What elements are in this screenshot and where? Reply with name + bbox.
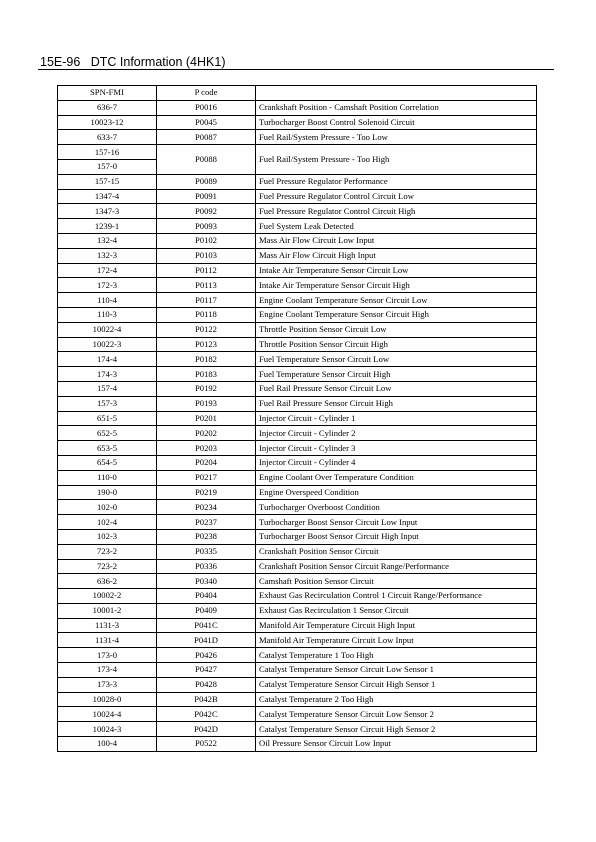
description-cell: Mass Air Flow Circuit Low Input (256, 233, 537, 248)
p-code-cell: P0193 (157, 396, 256, 411)
description-cell: Camshaft Position Sensor Circuit (256, 574, 537, 589)
p-code-cell: P0123 (157, 337, 256, 352)
p-code-cell: P0103 (157, 248, 256, 263)
table-row (58, 529, 537, 544)
column-header-p-code: P code (157, 86, 256, 101)
description-cell: Fuel Pressure Regulator Control Circuit High (256, 204, 537, 219)
description-cell: Catalyst Temperature Sensor Circuit High Sensor 2 (256, 722, 537, 737)
description-cell: Throttle Position Sensor Circuit Low (256, 322, 537, 337)
spn-fmi-cell: 190-0 (58, 485, 157, 500)
p-code-cell: P0192 (157, 381, 256, 396)
table-row (58, 174, 537, 189)
spn-fmi-cell: 1239-1 (58, 219, 157, 234)
table-row (58, 677, 537, 692)
spn-fmi-cell: 172-4 (58, 263, 157, 278)
page-header: 15E-96 DTC Information (4HK1) (40, 55, 226, 69)
spn-fmi-cell: 10028-0 (58, 692, 157, 707)
spn-fmi-cell: 633-7 (58, 130, 157, 145)
table-row (58, 455, 537, 470)
p-code-cell: P0092 (157, 204, 256, 219)
table-row (58, 618, 537, 633)
description-cell: Engine Coolant Temperature Sensor Circuit Low (256, 293, 537, 308)
p-code-cell: P0122 (157, 322, 256, 337)
spn-fmi-cell: 174-4 (58, 352, 157, 367)
description-cell: Fuel Pressure Regulator Performance (256, 174, 537, 189)
table-row (58, 692, 537, 707)
description-cell: Engine Coolant Over Temperature Condition (256, 470, 537, 485)
description-cell: Fuel Rail Pressure Sensor Circuit High (256, 396, 537, 411)
table-row (58, 204, 537, 219)
description-cell: Turbocharger Boost Sensor Circuit Low Input (256, 515, 537, 530)
p-code-cell: P042C (157, 707, 256, 722)
description-cell: Exhaust Gas Recirculation Control 1 Circuit Range/Performance (256, 589, 537, 604)
p-code-cell: P0182 (157, 352, 256, 367)
description-cell: Fuel Temperature Sensor Circuit Low (256, 352, 537, 367)
p-code-cell: P0217 (157, 470, 256, 485)
p-code-cell: P0113 (157, 278, 256, 293)
spn-fmi-cell: 1347-4 (58, 189, 157, 204)
description-cell: Exhaust Gas Recirculation 1 Sensor Circuit (256, 603, 537, 618)
table-row (58, 470, 537, 485)
spn-fmi-cell: 157-16 (58, 145, 157, 160)
spn-fmi-cell: 10022-4 (58, 322, 157, 337)
spn-fmi-cell: 10001-2 (58, 603, 157, 618)
table-row (58, 278, 537, 293)
description-cell: Injector Circuit - Cylinder 2 (256, 426, 537, 441)
description-cell: Manifold Air Temperature Circuit High Input (256, 618, 537, 633)
spn-fmi-cell: 10024-4 (58, 707, 157, 722)
p-code-cell: P0201 (157, 411, 256, 426)
table-row (58, 381, 537, 396)
p-code-cell: P0336 (157, 559, 256, 574)
p-code-cell: P0426 (157, 648, 256, 663)
description-cell: Intake Air Temperature Sensor Circuit High (256, 278, 537, 293)
header-rule (38, 69, 554, 70)
table-row (58, 574, 537, 589)
description-cell: Catalyst Temperature 2 Too High (256, 692, 537, 707)
p-code-cell: P042B (157, 692, 256, 707)
p-code-cell: P0428 (157, 677, 256, 692)
p-code-cell: P0088 (157, 145, 256, 175)
spn-fmi-cell: 10022-3 (58, 337, 157, 352)
p-code-cell: P0335 (157, 544, 256, 559)
description-cell: Manifold Air Temperature Circuit Low Input (256, 633, 537, 648)
spn-fmi-cell: 10023-12 (58, 115, 157, 130)
description-cell: Catalyst Temperature Sensor Circuit Low Sensor 1 (256, 663, 537, 678)
p-code-cell: P0045 (157, 115, 256, 130)
table-row (58, 544, 537, 559)
description-cell: Turbocharger Overboost Condition (256, 500, 537, 515)
p-code-cell: P0112 (157, 263, 256, 278)
description-cell: Fuel Rail Pressure Sensor Circuit Low (256, 381, 537, 396)
description-cell: Injector Circuit - Cylinder 3 (256, 441, 537, 456)
table-row (58, 737, 537, 752)
spn-fmi-cell: 173-3 (58, 677, 157, 692)
description-cell: Catalyst Temperature 1 Too High (256, 648, 537, 663)
table-row (58, 189, 537, 204)
description-cell: Catalyst Temperature Sensor Circuit Low Sensor 2 (256, 707, 537, 722)
spn-fmi-cell: 654-5 (58, 455, 157, 470)
table-row (58, 307, 537, 322)
table-row (58, 233, 537, 248)
table-row (58, 603, 537, 618)
description-cell: Fuel Rail/System Pressure - Too Low (256, 130, 537, 145)
table-row (58, 396, 537, 411)
column-header-spn-fmi: SPN-FMI (58, 86, 157, 101)
description-cell: Turbocharger Boost Sensor Circuit High Input (256, 529, 537, 544)
spn-fmi-cell: 102-0 (58, 500, 157, 515)
p-code-cell: P0219 (157, 485, 256, 500)
spn-fmi-cell: 652-5 (58, 426, 157, 441)
spn-fmi-cell: 132-3 (58, 248, 157, 263)
spn-fmi-cell: 1131-3 (58, 618, 157, 633)
table-row (58, 589, 537, 604)
description-cell: Injector Circuit - Cylinder 1 (256, 411, 537, 426)
spn-fmi-cell: 110-4 (58, 293, 157, 308)
spn-fmi-cell: 172-3 (58, 278, 157, 293)
spn-fmi-cell: 110-0 (58, 470, 157, 485)
spn-fmi-cell: 651-5 (58, 411, 157, 426)
description-cell: Injector Circuit - Cylinder 4 (256, 455, 537, 470)
p-code-cell: P0091 (157, 189, 256, 204)
p-code-cell: P0204 (157, 455, 256, 470)
p-code-cell: P041C (157, 618, 256, 633)
p-code-cell: P0016 (157, 100, 256, 115)
table-row (58, 367, 537, 382)
table-row (58, 100, 537, 115)
table-row (58, 559, 537, 574)
description-cell: Engine Coolant Temperature Sensor Circuit High (256, 307, 537, 322)
p-code-cell: P0237 (157, 515, 256, 530)
spn-fmi-cell: 10002-2 (58, 589, 157, 604)
spn-fmi-cell: 1131-4 (58, 633, 157, 648)
description-cell: Mass Air Flow Circuit High Input (256, 248, 537, 263)
p-code-cell: P0183 (157, 367, 256, 382)
table-row (58, 648, 537, 663)
table-row (58, 352, 537, 367)
spn-fmi-cell: 636-2 (58, 574, 157, 589)
spn-fmi-cell: 636-7 (58, 100, 157, 115)
description-cell: Intake Air Temperature Sensor Circuit Low (256, 263, 537, 278)
table-row (58, 145, 537, 160)
p-code-cell: P0522 (157, 737, 256, 752)
description-cell: Crankshaft Position Sensor Circuit Range/Performance (256, 559, 537, 574)
spn-fmi-cell: 100-4 (58, 737, 157, 752)
p-code-cell: P0340 (157, 574, 256, 589)
p-code-cell: P042D (157, 722, 256, 737)
table-row (58, 248, 537, 263)
p-code-cell: P0089 (157, 174, 256, 189)
spn-fmi-cell: 1347-3 (58, 204, 157, 219)
table-row (58, 411, 537, 426)
spn-fmi-cell: 102-3 (58, 529, 157, 544)
description-cell: Crankshaft Position - Camshaft Position Correlation (256, 100, 537, 115)
spn-fmi-cell: 653-5 (58, 441, 157, 456)
table-row (58, 337, 537, 352)
spn-fmi-cell: 157-0 (58, 159, 157, 174)
p-code-cell: P041D (157, 633, 256, 648)
description-cell: Fuel Pressure Regulator Control Circuit Low (256, 189, 537, 204)
spn-fmi-cell: 723-2 (58, 559, 157, 574)
table-row (58, 500, 537, 515)
spn-fmi-cell: 174-3 (58, 367, 157, 382)
p-code-cell: P0093 (157, 219, 256, 234)
table-row (58, 219, 537, 234)
description-cell: Engine Overspeed Condition (256, 485, 537, 500)
spn-fmi-cell: 173-0 (58, 648, 157, 663)
p-code-cell: P0087 (157, 130, 256, 145)
table-body (58, 100, 537, 751)
table-header-row (58, 86, 537, 101)
table-row (58, 263, 537, 278)
spn-fmi-cell: 10024-3 (58, 722, 157, 737)
description-cell: Fuel Rail/System Pressure - Too High (256, 145, 537, 175)
table-row (58, 293, 537, 308)
p-code-cell: P0117 (157, 293, 256, 308)
table-row (58, 515, 537, 530)
p-code-cell: P0427 (157, 663, 256, 678)
dtc-table (57, 85, 537, 752)
spn-fmi-cell: 102-4 (58, 515, 157, 530)
spn-fmi-cell: 173-4 (58, 663, 157, 678)
p-code-cell: P0203 (157, 441, 256, 456)
p-code-cell: P0238 (157, 529, 256, 544)
table-row (58, 441, 537, 456)
p-code-cell: P0234 (157, 500, 256, 515)
table-row (58, 426, 537, 441)
spn-fmi-cell: 157-15 (58, 174, 157, 189)
table-row (58, 322, 537, 337)
column-header-description (256, 86, 537, 101)
spn-fmi-cell: 110-3 (58, 307, 157, 322)
table-row (58, 633, 537, 648)
description-cell: Fuel System Leak Detected (256, 219, 537, 234)
p-code-cell: P0202 (157, 426, 256, 441)
table-row (58, 722, 537, 737)
description-cell: Crankshaft Position Sensor Circuit (256, 544, 537, 559)
p-code-cell: P0409 (157, 603, 256, 618)
p-code-cell: P0404 (157, 589, 256, 604)
spn-fmi-cell: 157-3 (58, 396, 157, 411)
table-row (58, 130, 537, 145)
description-cell: Oil Pressure Sensor Circuit Low Input (256, 737, 537, 752)
table-row (58, 115, 537, 130)
description-cell: Fuel Temperature Sensor Circuit High (256, 367, 537, 382)
description-cell: Catalyst Temperature Sensor Circuit High Sensor 1 (256, 677, 537, 692)
description-cell: Throttle Position Sensor Circuit High (256, 337, 537, 352)
description-cell: Turbocharger Boost Control Solenoid Circuit (256, 115, 537, 130)
table-row (58, 663, 537, 678)
spn-fmi-cell: 132-4 (58, 233, 157, 248)
p-code-cell: P0118 (157, 307, 256, 322)
spn-fmi-cell: 723-2 (58, 544, 157, 559)
table-row (58, 707, 537, 722)
p-code-cell: P0102 (157, 233, 256, 248)
table-row (58, 485, 537, 500)
spn-fmi-cell: 157-4 (58, 381, 157, 396)
